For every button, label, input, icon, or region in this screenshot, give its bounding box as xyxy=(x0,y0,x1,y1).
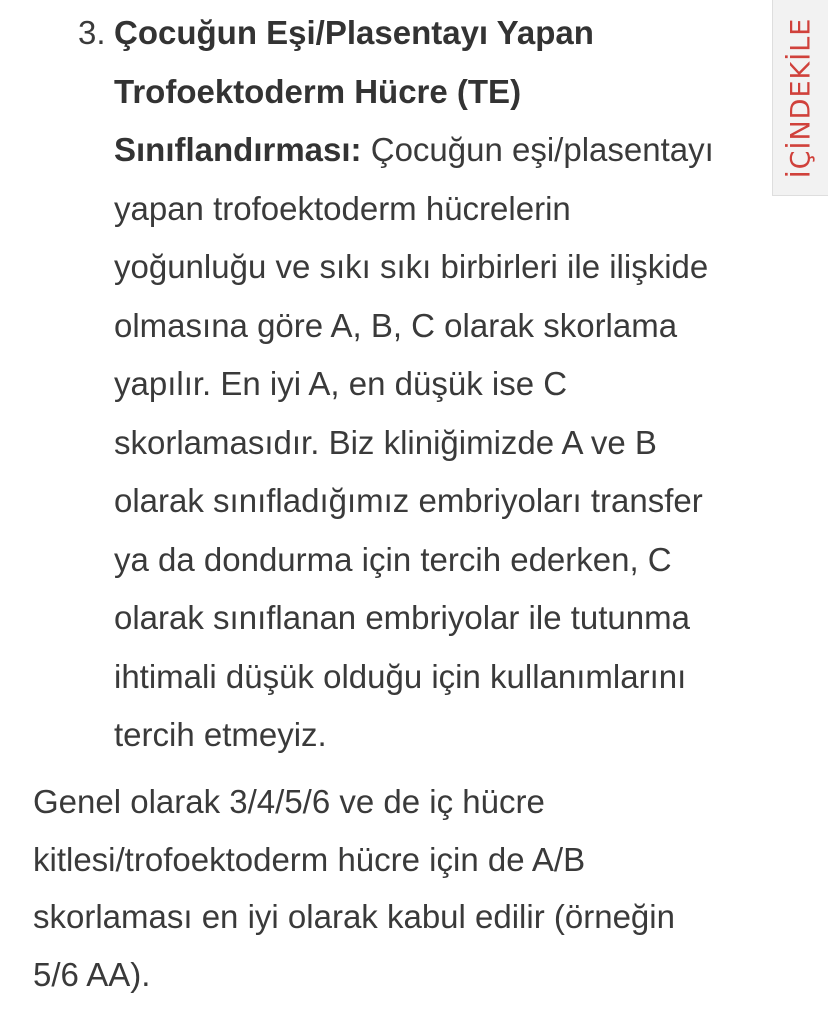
body-text: ihtimali düşük olduğu için kullanımlarını xyxy=(114,657,687,695)
list-item-line xyxy=(114,297,778,356)
body-text: skorlamasıdır. Biz kliniğimizde A ve B xyxy=(114,423,657,461)
list-item-number: 3. xyxy=(78,14,106,51)
body-text: tercih etmeyiz. xyxy=(114,716,327,753)
list-item-line xyxy=(114,180,778,239)
body-text: olmasına göre A, B, C olarak skorlama xyxy=(114,306,678,344)
body-text: yapan trofoektoderm hücrelerin xyxy=(114,189,571,227)
body-text: olarak sınıflanan embriyolar ile tutunma xyxy=(114,599,690,636)
paragraph-line: kitlesi/trofoektoderm hücre için de A/B xyxy=(33,840,586,878)
list-item-body xyxy=(114,4,778,765)
table-of-contents-label: İÇİNDEKİLE xyxy=(785,17,816,178)
list-item-line xyxy=(114,589,778,648)
list-item-line xyxy=(114,238,778,297)
bold-heading-text: Sınıflandırması: xyxy=(114,131,362,168)
list-item-line xyxy=(114,63,778,122)
bold-heading-text: Trofoektoderm Hücre (TE) xyxy=(114,72,522,110)
body-text: Çocuğun eşi/plasentayı xyxy=(361,131,714,168)
body-text: olarak sınıfladığımız embriyoları transfer xyxy=(114,482,703,519)
summary-paragraph xyxy=(33,773,753,1003)
list-item-line xyxy=(114,355,778,414)
list-item-line xyxy=(114,121,778,180)
list-item-line xyxy=(114,4,778,63)
paragraph-line: Genel olarak 3/4/5/6 ve de iç hücre xyxy=(33,783,545,820)
body-text: yoğunluğu ve sıkı sıkı birbirleri ile ilişkide xyxy=(114,248,709,285)
body-text: yapılır. En iyi A, en düşük ise C xyxy=(114,365,568,402)
body-text: ya da dondurma için tercih ederken, C xyxy=(114,540,672,578)
paragraph-line: skorlaması en iyi olarak kabul edilir (örneğin xyxy=(33,898,675,935)
bold-heading-text: Çocuğun Eşi/Plasentayı Yapan xyxy=(114,14,594,51)
list-item-line xyxy=(114,648,778,707)
list-item-line xyxy=(114,531,778,590)
list-item-line xyxy=(114,472,778,531)
list-item-line xyxy=(114,414,778,473)
list-item-line xyxy=(114,706,778,765)
table-of-contents-tab[interactable] xyxy=(772,0,828,196)
paragraph-line: 5/6 AA). xyxy=(33,955,151,993)
